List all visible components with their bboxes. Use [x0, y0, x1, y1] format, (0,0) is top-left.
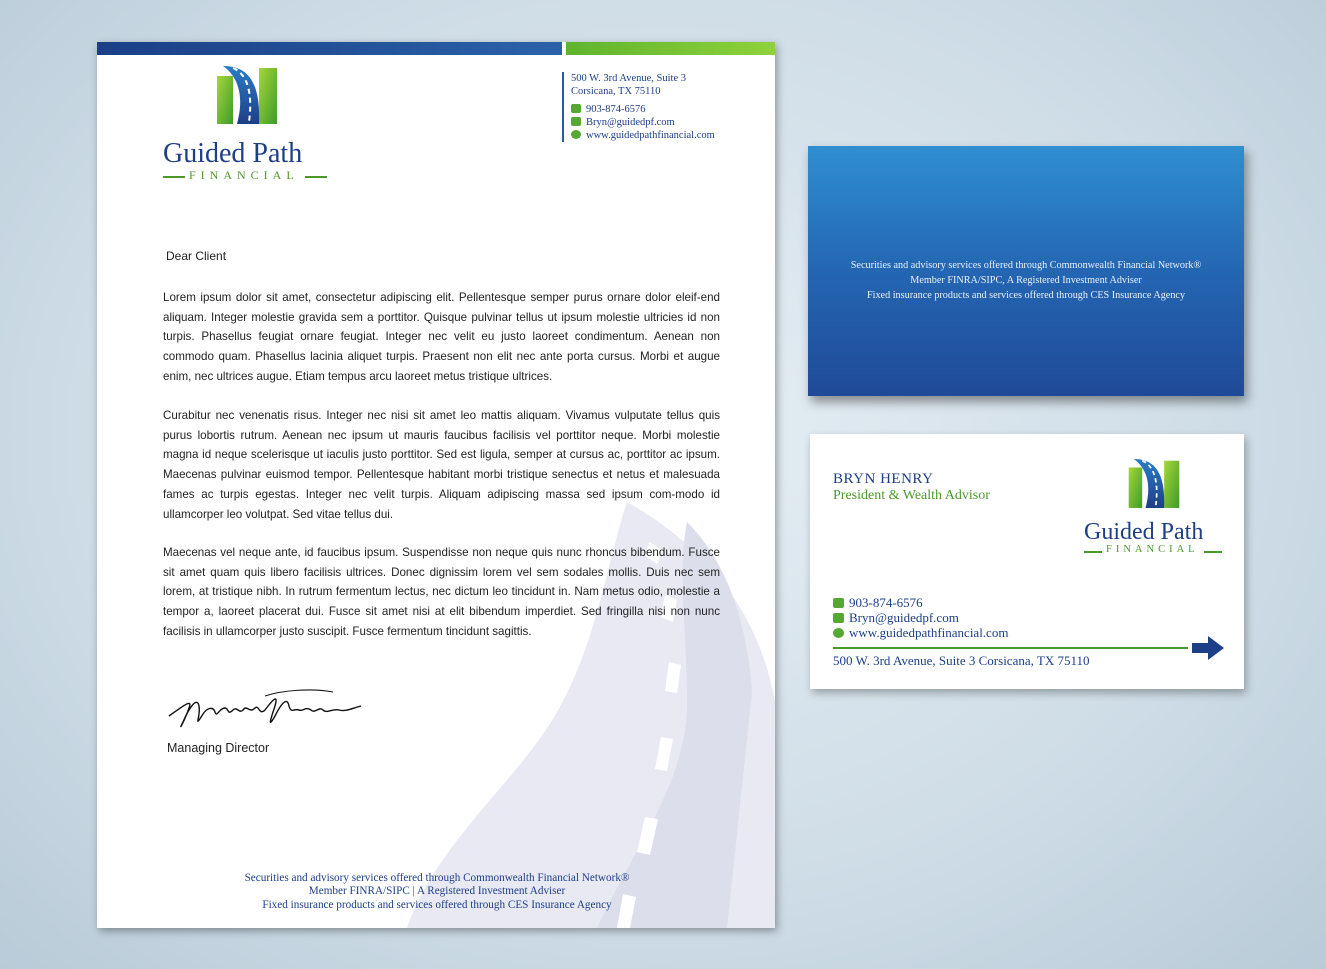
business-card-front: [810, 434, 1244, 689]
brand-name: Guided Path: [163, 138, 303, 169]
card-person-name: BRYN HENRY: [833, 471, 934, 487]
card-email[interactable]: Bryn@guidedpf.com: [849, 610, 959, 625]
letterhead-top-bar-green: [566, 42, 775, 55]
letter-paragraph-1: Lorem ipsum dolor sit amet, consectetur adipiscing elit. Pellentesque semper purus ornare dolor eleif-end aliquam. Integer molestie gravida sem a porttitor. Quisque pulvinar tellus ut ipsum molestie ultricies id non turpis. Phasellus feugiat ornare feugiat. Integer nec velit eu justo laoreet condimentum. Aenean non commodo quam. Phasellus lacinia aliquet turpis. Praesent non elit nec ante porta cursus. Morbi et augue enim, nec ultrices augue. Etiam tempus arcu laoreet metus tristique ultrices.: [163, 291, 720, 383]
card-website[interactable]: www.guidedpathfinancial.com: [849, 625, 1009, 640]
card-back-line: Securities and advisory services offered through Commonwealth Financial Network®: [850, 260, 1202, 271]
card-back-line: Fixed insurance products and services offered through CES Insurance Agency: [866, 290, 1186, 301]
letter-greeting: Dear Client: [166, 249, 227, 263]
card-web-row: [833, 625, 1008, 640]
letterhead-logo: [163, 64, 333, 184]
letterhead-top-bar-blue: [97, 42, 562, 55]
card-email-row: [833, 610, 1008, 625]
globe-icon: [833, 628, 844, 638]
contact-website[interactable]: www.guidedpathfinancial.com: [586, 130, 715, 141]
letter-paragraph-2: Curabitur nec venenatis risus. Integer nec nisi sit amet leo mattis aliquam. Vivamus vulputate tellus quis purus lobortis rutrum. Aenean nec ipsum ut mauris faucibus facilisis vel porttitor neque. Morbi molestie magna id neque scelerisque ut iaculis justo porttitor. Sed est ligula, semper at cursus ac, porttitor ac ipsum. Maecenas pulvinar euismod tempor. Pellentesque habitant morbi tristique senectus et netus et malesuada fames ac turpis egestas. Integer nec velit turpis. Aliquam adipiscing massa sed ipsum com-modo id ullamcorper leo volutpat. Sed vitae tellus dui.: [163, 409, 720, 521]
card-person-title: President & Wealth Advisor: [833, 488, 990, 503]
letterhead-page: [97, 42, 775, 928]
contact-email[interactable]: Bryn@guidedpf.com: [586, 117, 675, 128]
business-card-back: [808, 146, 1244, 396]
letterhead-contact: [562, 72, 715, 142]
letterhead-disclaimer: [157, 872, 717, 912]
mail-icon: [571, 117, 581, 126]
globe-icon: [571, 130, 581, 139]
road-logo-icon: [215, 64, 279, 126]
disclaimer-line: Securities and advisory services offered through Commonwealth Financial Network®: [244, 872, 630, 884]
address-line1: 500 W. 3rd Avenue, Suite 3: [571, 73, 687, 84]
phone-icon: [833, 598, 844, 608]
card-divider: [833, 647, 1188, 649]
signer-title: Managing Director: [167, 741, 270, 755]
tagline-rule-right: [305, 176, 327, 178]
arrow-right-icon: [1192, 636, 1224, 660]
signature-image: [163, 678, 373, 738]
card-phone-row: [833, 595, 1008, 610]
card-back-line: Member FINRA/SIPC, A Registered Investment Adviser: [910, 275, 1142, 286]
card-phone: 903-874-6576: [849, 595, 923, 610]
brand-tagline: FINANCIAL: [1106, 544, 1199, 555]
contact-phone: 903-874-6576: [586, 104, 646, 115]
phone-icon: [571, 104, 581, 113]
contact-phone-row: [571, 103, 715, 116]
disclaimer-line: Fixed insurance products and services offered through CES Insurance Agency: [262, 898, 612, 911]
card-address: 500 W. 3rd Avenue, Suite 3 Corsicana, TX 75110: [833, 653, 1090, 668]
brand-name: Guided Path: [1084, 519, 1204, 545]
contact-email-row: [571, 116, 715, 129]
letter-paragraph-3: Maecenas vel neque ante, id faucibus ipsum. Suspendisse non neque quis nunc rhoncus bibendum. Fusce sit amet quam quis libero facilisis ultrices. Donec dignissim lorem vel sem sodales mollis. Duis nec sem lorem, at tristique nibh. In rutrum fermentum lectus, nec dictum leo tincidunt in. Nam metus odio, molestie a tempor a, laoreet placerat dui. Fusce sit amet nisi at elit bibendum imperdiet. Sed fringilla nisi non nunc facilisis in ullamcorper justo suscipit. Fusce fermentum tincidunt sagittis.: [163, 546, 720, 638]
tagline-rule-left: [1084, 551, 1102, 553]
card-logo: [1082, 456, 1227, 556]
tagline-rule-left: [163, 176, 185, 178]
disclaimer-line: Member FINRA/SIPC | A Registered Investment Adviser: [308, 885, 566, 898]
address-line2: Corsicana, TX 75110: [571, 86, 661, 97]
tagline-rule-right: [1204, 551, 1222, 553]
card-contact: [833, 595, 1008, 640]
road-logo-icon: [1127, 456, 1181, 511]
mail-icon: [833, 613, 844, 623]
brand-tagline: FINANCIAL: [189, 168, 299, 182]
contact-web-row: [571, 129, 715, 142]
card-back-disclaimer: [808, 258, 1244, 303]
